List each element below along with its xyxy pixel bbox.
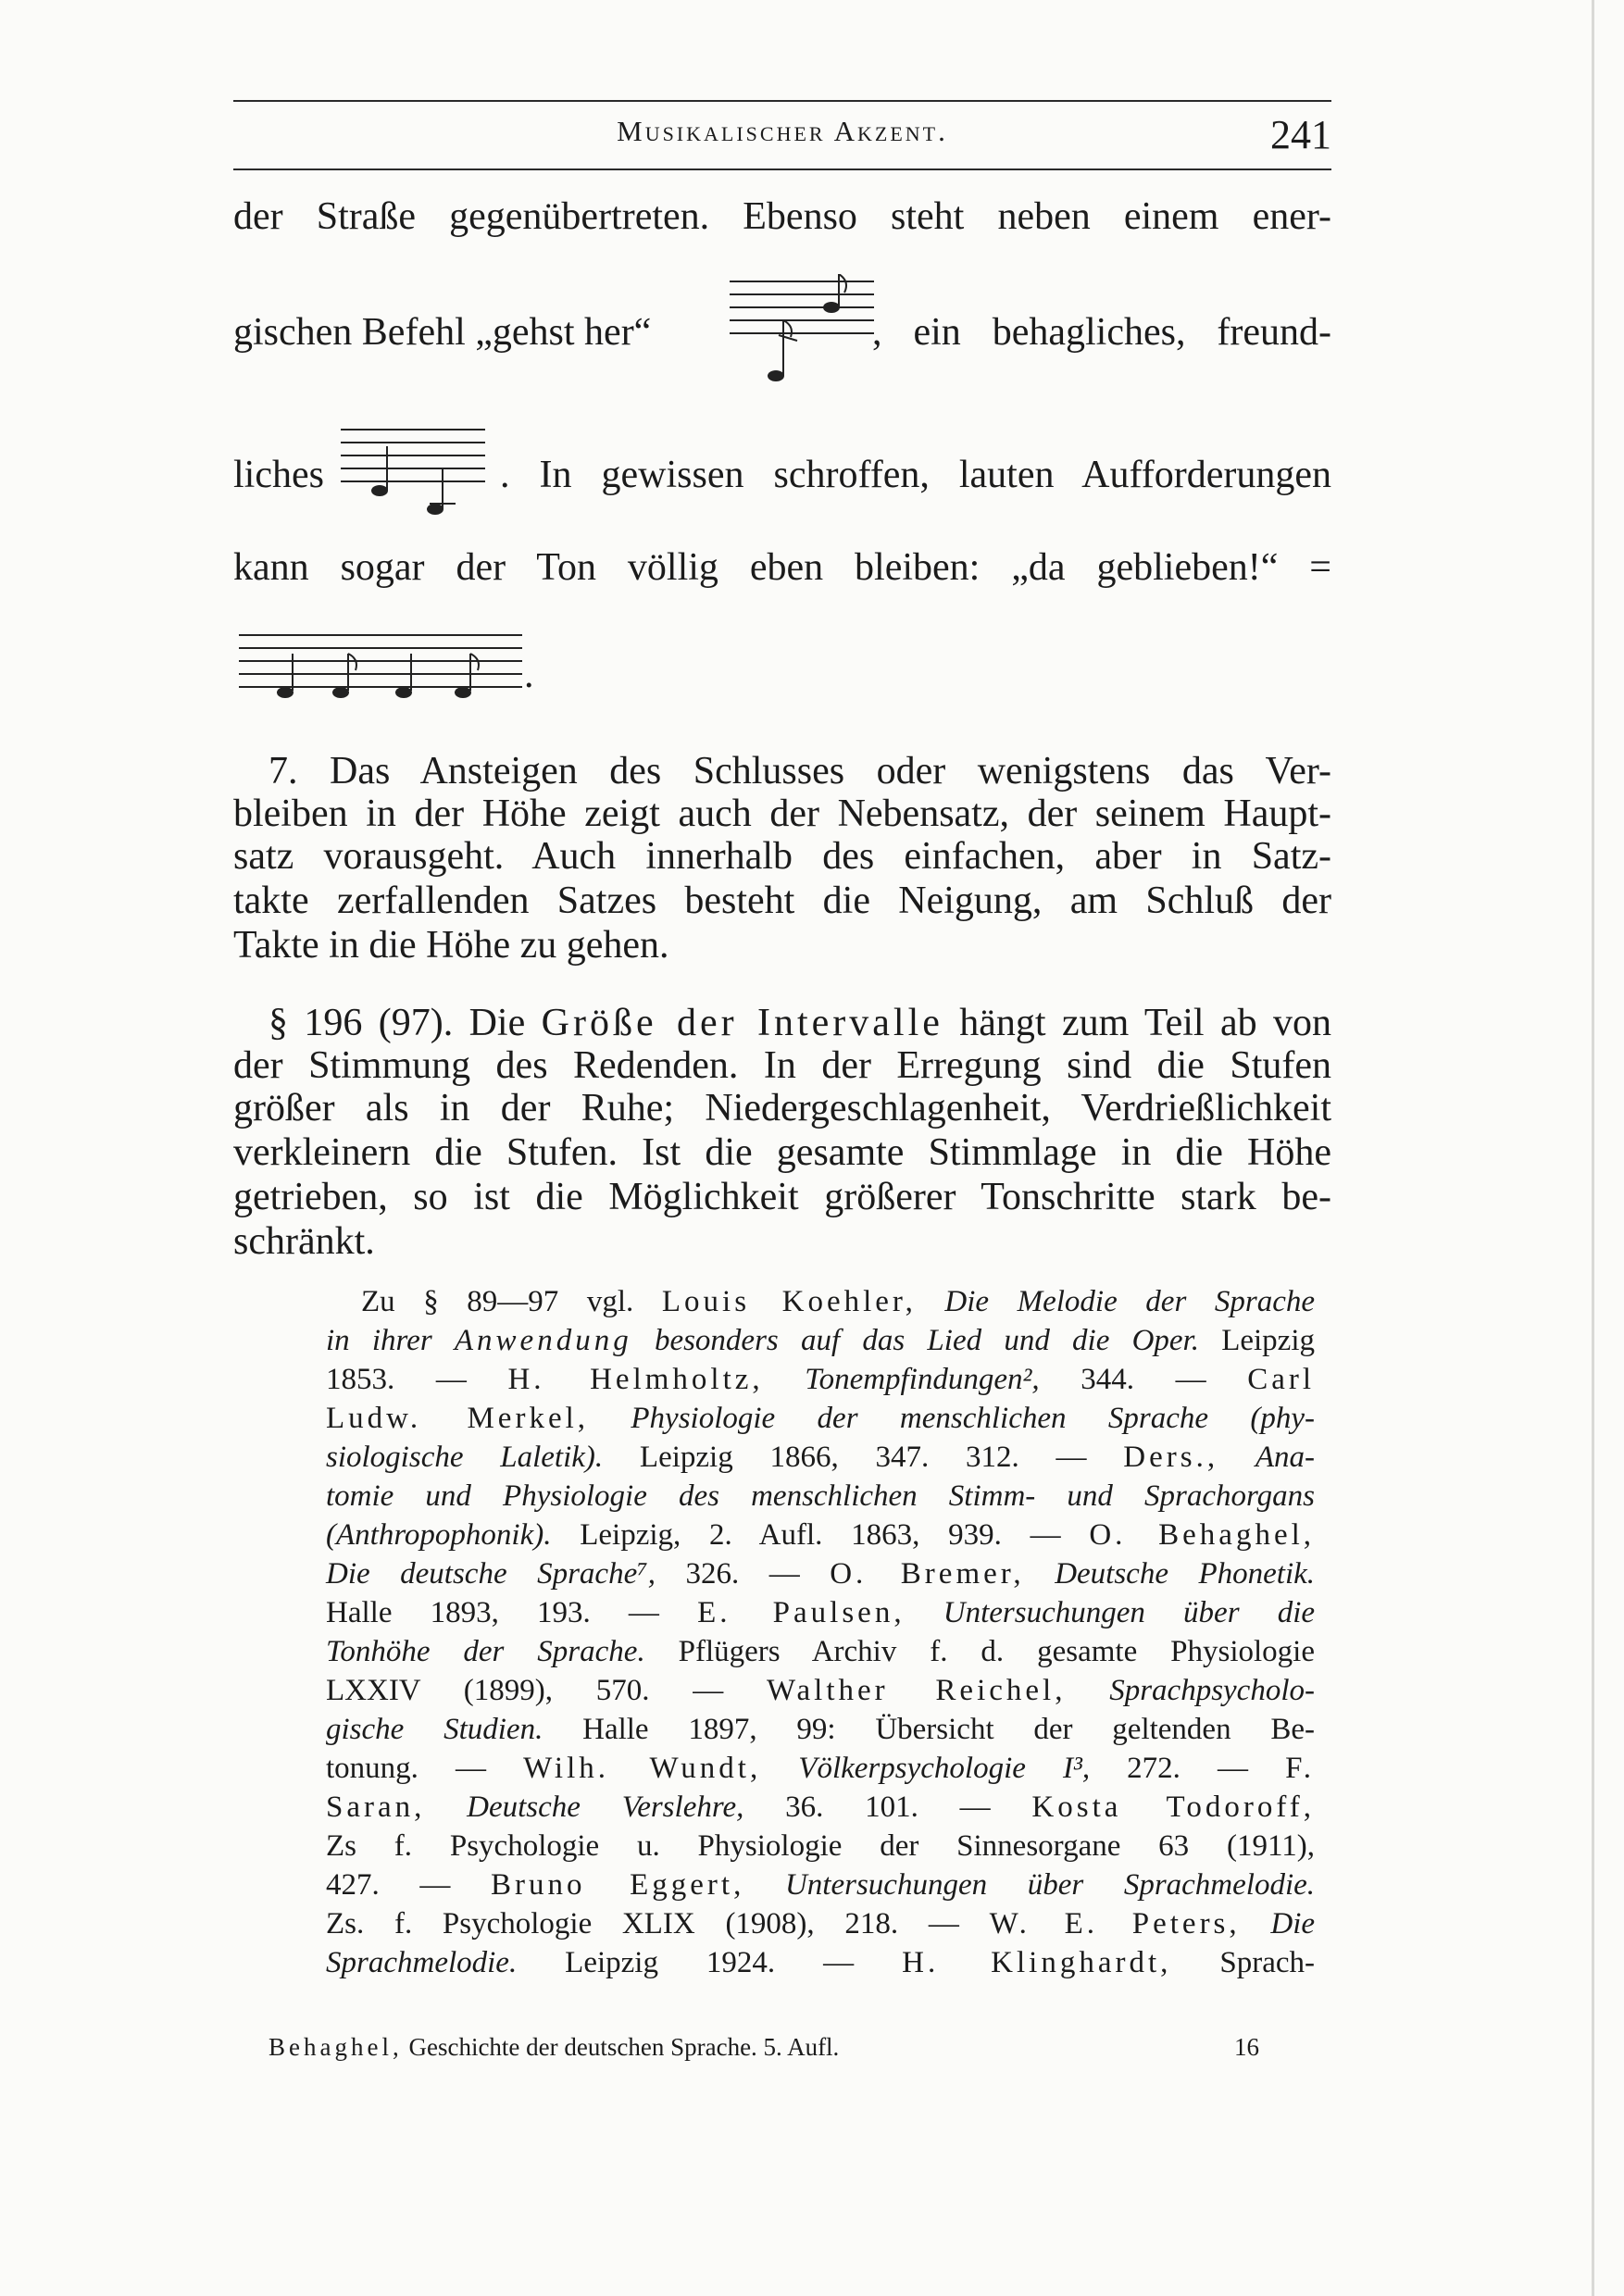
- fn-author: Ludw. Merkel,: [326, 1402, 590, 1435]
- body-line-2-end: , ein behagliches, freund-: [872, 311, 1331, 354]
- spaced-term: Größe der Intervalle: [541, 1002, 943, 1044]
- body-line-3-end: . In gewissen schroffen, lauten Aufforderungen: [500, 454, 1331, 496]
- footnote-line-3: [326, 1365, 1315, 1395]
- fn-title: Die deutsche Sprache⁷,: [326, 1557, 656, 1591]
- footnote-line-12: [326, 1715, 1315, 1745]
- fn-text: Leipzig 1866, 347. 312. —: [639, 1441, 1087, 1474]
- p7-line-4: takte zerfallenden Satzes besteht die Neigung, am Schluß der: [233, 880, 1331, 922]
- footnote-line-5: [326, 1442, 1315, 1473]
- fn-text: Halle 1893, 193. —: [326, 1596, 659, 1629]
- fn-title: Deutsche Phonetik.: [1055, 1557, 1316, 1591]
- fn-author: Ders.,: [1123, 1441, 1219, 1474]
- p196-line-2: der Stimmung des Redenden. In der Erregung sind die Stufen: [233, 1044, 1331, 1087]
- fn-author: Carl: [1247, 1363, 1316, 1396]
- footnote-line-13: [326, 1753, 1315, 1784]
- section-ref: § 196 (97). Die: [269, 1002, 526, 1044]
- body-line-1: der Straße gegenübertreten. Ebenso steht neben einem ener-: [233, 195, 1331, 238]
- footnote-line-14: [326, 1792, 1315, 1823]
- fn-title: Physiologie der menschlichen Sprache: [631, 1402, 1209, 1435]
- fn-text: 1853. —: [326, 1363, 467, 1396]
- footnote-line-10: [326, 1637, 1315, 1667]
- fn-author: Saran,: [326, 1791, 426, 1824]
- fn-title: Untersuchungen über die: [943, 1596, 1316, 1629]
- fn-author: Walther Reichel,: [767, 1674, 1067, 1707]
- footnote-line-2: [326, 1326, 1315, 1356]
- fn-title: (Anthropophonik).: [326, 1518, 552, 1552]
- body-line-5-end: .: [524, 654, 534, 696]
- fn-text: 272. —: [1127, 1752, 1248, 1785]
- fn-author: E. Paulsen,: [697, 1596, 906, 1629]
- p7-line-3: satz vorausgeht. Auch innerhalb des einfachen, aber in Satz-: [233, 835, 1331, 878]
- p196-line-5: getrieben, so ist die Möglichkeit größerer Tonschritte stark be-: [233, 1176, 1331, 1218]
- fn-author: O. Behaghel,: [1089, 1518, 1316, 1552]
- fn-title: besonders auf das Lied und die Oper.: [654, 1324, 1199, 1357]
- fn-text: 36. 101. —: [785, 1791, 991, 1824]
- fn-author: H. Klinghardt,: [902, 1946, 1172, 1979]
- footnote-line-4: [326, 1404, 1315, 1434]
- scan-edge: [1592, 0, 1594, 2296]
- fn-text: Halle 1897, 99: Übersicht der geltenden Be-: [582, 1713, 1315, 1746]
- fn-author: Louis Koehler,: [661, 1285, 917, 1318]
- body-line-4: kann sogar der Ton völlig eben bleiben: „da geblieben!“ =: [233, 546, 1331, 589]
- fn-title: Untersuchungen über Sprachmelodie.: [784, 1868, 1316, 1902]
- fn-text: 326. —: [685, 1557, 800, 1591]
- footer-title: Geschichte der deutschen Sprache. 5. Aufl.: [408, 2033, 840, 2061]
- p196-line-3: größer als in der Ruhe; Niedergeschlagenheit, Verdrießlichkeit: [233, 1087, 1331, 1129]
- fn-title: Völkerpsychologie I³,: [798, 1752, 1091, 1785]
- fn-title: (phy-: [1250, 1402, 1316, 1435]
- fn-title: Die: [1270, 1907, 1316, 1940]
- fn-text: Pflügers Archiv f. d. gesamte Physiologie: [678, 1635, 1315, 1668]
- fn-text: Leipzig: [1221, 1324, 1315, 1357]
- fn-title: Deutsche Verslehre,: [467, 1791, 744, 1824]
- fn-text: LXXIV (1899), 570. —: [326, 1674, 724, 1707]
- fn-title: tomie und Physiologie des menschlichen Stimm- und Sprachorgans: [326, 1479, 1315, 1513]
- running-title: Musikalischer Akzent.: [617, 115, 948, 147]
- p7-line-2: bleiben in der Höhe zeigt auch der Nebensatz, der seinem Haupt-: [233, 792, 1331, 835]
- footnote-line-6: [326, 1481, 1315, 1512]
- fn-author: F.: [1285, 1752, 1316, 1785]
- fn-author: Kosta Todoroff,: [1031, 1791, 1316, 1824]
- fn-author: Bruno Eggert,: [491, 1868, 745, 1902]
- fn-title: Die Melodie der Sprache: [944, 1285, 1316, 1318]
- body-line-3-start: liches: [233, 454, 324, 496]
- fn-title: Tonempfindungen²,: [805, 1363, 1040, 1396]
- music-example-da-geblieben: [237, 630, 524, 704]
- footnote-line-8: [326, 1559, 1315, 1590]
- fn-author: H. Helmholtz,: [507, 1363, 764, 1396]
- header-rule-bottom: [233, 168, 1331, 170]
- fn-title: gische Studien.: [326, 1713, 543, 1746]
- p196-line-1-rest: hängt zum Teil ab von: [959, 1002, 1331, 1044]
- fn-title: in ihrer: [326, 1324, 432, 1357]
- fn-title: Ana-: [1255, 1441, 1315, 1474]
- fn-author: Wilh. Wundt,: [523, 1752, 762, 1785]
- fn-title-spaced: Anwendung: [454, 1324, 632, 1357]
- fn-text: tonung. —: [326, 1752, 486, 1785]
- body-line-2-start: gischen Befehl „gehst her“: [233, 311, 652, 354]
- p7-line-1: 7. Das Ansteigen des Schlusses oder wenigstens das Ver-: [269, 750, 1331, 792]
- fn-title: siologische Laletik).: [326, 1441, 604, 1474]
- fn-author: O. Bremer,: [830, 1557, 1025, 1591]
- footnote-line-16: [326, 1870, 1315, 1901]
- fn-text: Zu § 89—97 vgl.: [361, 1285, 634, 1318]
- footnote-line-15: [326, 1831, 1315, 1862]
- fn-text: Zs. f. Psychologie XLIX (1908), 218. —: [326, 1907, 959, 1940]
- header-rule-top: [233, 100, 1331, 102]
- footnote-line-9: [326, 1598, 1315, 1628]
- footnote-line-1: [361, 1287, 1315, 1317]
- fn-author: W. E. Peters,: [989, 1907, 1241, 1940]
- fn-text: 344. —: [1081, 1363, 1206, 1396]
- running-head: [233, 111, 1331, 163]
- fn-text: Leipzig 1924. —: [565, 1946, 855, 1979]
- p7-line-5: Takte in die Höhe zu gehen.: [233, 924, 669, 967]
- fn-title: Sprachmelodie.: [326, 1946, 518, 1979]
- p196-line-6: schränkt.: [233, 1220, 375, 1263]
- music-example-gehst-her: [728, 274, 876, 394]
- page-number: 241: [1270, 112, 1331, 157]
- footnote-line-7: [326, 1520, 1315, 1551]
- footer-author: Behaghel,: [269, 2033, 403, 2061]
- fn-title: Tonhöhe der Sprache.: [326, 1635, 645, 1668]
- fn-text: Zs f. Psychologie u. Physiologie der Sinnesorgane 63 (1911),: [326, 1829, 1315, 1863]
- music-example-freundliches: [339, 424, 487, 526]
- footnote-line-18: [326, 1948, 1315, 1978]
- footer-signature: 16: [1234, 2033, 1259, 2061]
- p196-line-4: verkleinern die Stufen. Ist die gesamte Stimmlage in die Höhe: [233, 1131, 1331, 1174]
- footnote-line-11: [326, 1676, 1315, 1706]
- fn-text: Sprach-: [1219, 1946, 1316, 1979]
- fn-text: Leipzig, 2. Aufl. 1863, 939. —: [580, 1518, 1061, 1552]
- p196-line-1: [269, 1004, 1331, 1042]
- fn-title: Sprachpsycholo-: [1109, 1674, 1315, 1707]
- fn-text: 427. —: [326, 1868, 451, 1902]
- footnote-line-17: [326, 1909, 1315, 1940]
- signature-footer: [269, 2033, 1259, 2062]
